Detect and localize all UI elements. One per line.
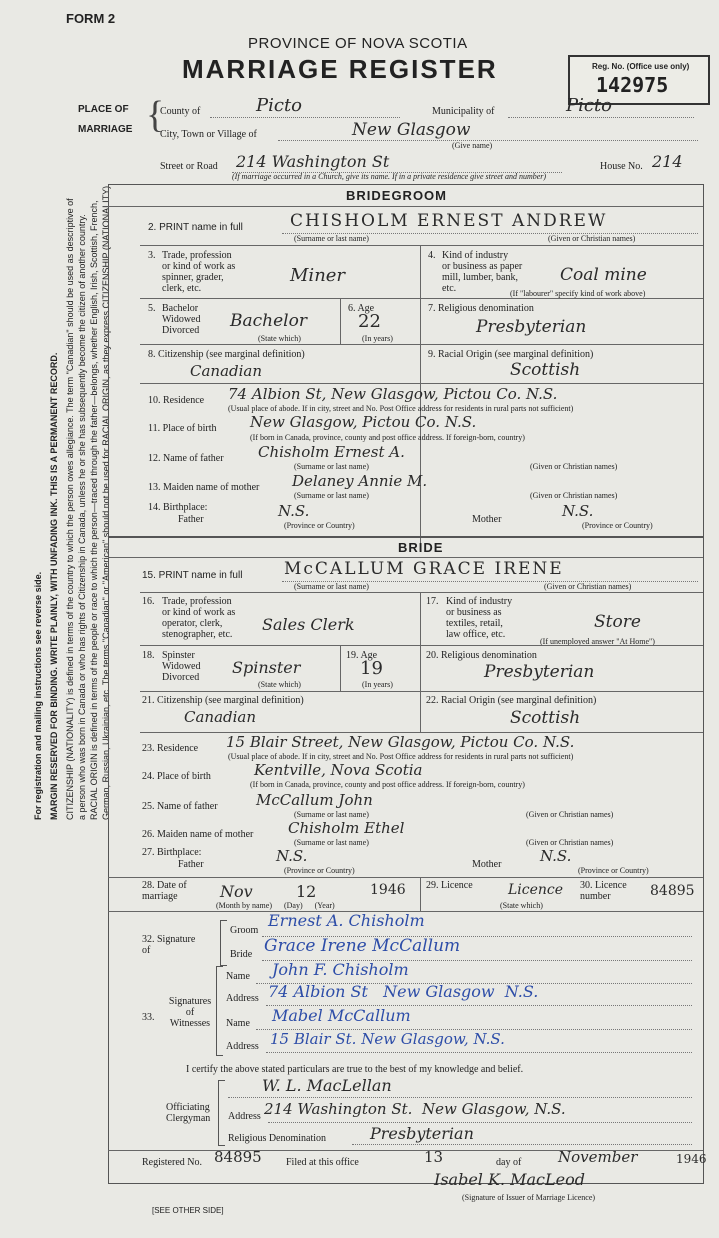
bride-bp-mother-value: N.S. bbox=[540, 847, 572, 865]
municipality-value: Picto bbox=[566, 95, 613, 116]
licence-label: 29. Licence bbox=[426, 880, 473, 891]
place-label-1: PLACE OF bbox=[78, 104, 129, 115]
issuer-signature: Isabel K. MacLeod bbox=[434, 1170, 585, 1189]
groom-mother-given-caption: (Given or Christian names) bbox=[530, 491, 618, 500]
bride-status-l1: Spinster bbox=[162, 650, 195, 661]
witness-l1: Signatures bbox=[168, 996, 212, 1007]
bride-mother-value: Chisholm Ethel bbox=[288, 819, 405, 837]
w1-address: 74 Albion St New Glasgow N.S. bbox=[268, 982, 539, 1001]
groom-surname-caption: (Surname or last name) bbox=[294, 234, 369, 243]
groom-mother-label: 13. Maiden name of mother bbox=[148, 482, 260, 493]
groom-trade-l2: or kind of work as bbox=[162, 261, 236, 272]
bride-status-l2: Widowed bbox=[162, 661, 201, 672]
clergy-address-label: Address bbox=[228, 1111, 261, 1122]
place-note: (If marriage occurred in a Church, give its name. If in a private residence give street and number) bbox=[232, 172, 547, 181]
bride-name-value: McCALLUM GRACE IRENE bbox=[284, 559, 564, 579]
bride-industry-value: Store bbox=[594, 612, 641, 632]
witness-label bbox=[166, 996, 214, 1029]
day-of-label: day of bbox=[496, 1157, 522, 1168]
bride-status-l3: Divorced bbox=[162, 672, 200, 683]
groom-industry-l2: or business as paper bbox=[442, 261, 523, 272]
groom-age-label: 6. Age bbox=[348, 303, 375, 314]
bride-trade-l1: Trade, profession bbox=[162, 596, 232, 607]
witness-bracket bbox=[216, 966, 223, 1056]
margin-line-4: a person who was born in Canada or who has rights of Citizenship in Canada, unless he or she has subsequently become the citizen of another country. bbox=[77, 214, 87, 820]
bride-status-num: 18. bbox=[142, 650, 155, 661]
marriage-date-caption: (Month by name) (Day) (Year) bbox=[216, 901, 335, 910]
bride-age-label: 19. Age bbox=[346, 650, 378, 661]
groom-industry-label bbox=[442, 250, 522, 294]
margin-line-1: For registration and mailing instructions see reverse side. bbox=[33, 571, 43, 820]
bride-section-title: BRIDE bbox=[398, 540, 444, 555]
bride-state-which: (State which) bbox=[258, 680, 301, 689]
bride-given-caption: (Given or Christian names) bbox=[544, 582, 632, 591]
licence-value: Licence bbox=[508, 882, 564, 898]
place-brace: { bbox=[146, 94, 165, 136]
street-value: 214 Washington St bbox=[236, 152, 390, 171]
bride-father-surname-caption: (Surname or last name) bbox=[294, 810, 369, 819]
groom-status-l2: Widowed bbox=[162, 314, 201, 325]
bride-father-value: McCallum John bbox=[256, 791, 373, 809]
filed-label: Filed at this office bbox=[286, 1157, 359, 1168]
groom-industry-l4: etc. bbox=[442, 283, 457, 294]
groom-age-caption: (In years) bbox=[362, 334, 393, 343]
bride-birthplace-value: Kentville, Nova Scotia bbox=[254, 761, 423, 779]
licence-number-label: 30. Licence number bbox=[580, 880, 627, 902]
signature-bracket bbox=[220, 920, 227, 966]
bride-father-given-caption: (Given or Christian names) bbox=[526, 810, 614, 819]
clergy-signature: W. L. MacLellan bbox=[262, 1076, 392, 1095]
groom-status-label bbox=[162, 303, 200, 336]
bride-bp-father-value: N.S. bbox=[276, 847, 308, 865]
groom-status-l1: Bachelor bbox=[162, 303, 199, 314]
filed-year: 1946 bbox=[676, 1152, 707, 1166]
clergy-religion: Presbyterian bbox=[370, 1124, 474, 1143]
groom-trade-num: 3. bbox=[148, 250, 156, 261]
bride-industry-l4: law office, etc. bbox=[446, 629, 506, 640]
bride-industry-l2: or business as bbox=[446, 607, 502, 618]
groom-trade-value: Miner bbox=[290, 265, 346, 286]
bride-age-caption: (In years) bbox=[362, 680, 393, 689]
groom-name-label bbox=[148, 222, 243, 233]
groom-signature: Ernest A. Chisholm bbox=[268, 911, 425, 930]
marriage-date-label: 28. Date of marriage bbox=[142, 880, 187, 902]
groom-state-which: (State which) bbox=[258, 334, 301, 343]
groom-sig-label: Groom bbox=[230, 925, 259, 936]
groom-name-value: CHISHOLM ERNEST ANDREW bbox=[290, 211, 608, 231]
licence-caption: (State which) bbox=[500, 901, 543, 910]
witness-l2: of bbox=[185, 1007, 195, 1018]
margin-instructions bbox=[32, 183, 112, 820]
groom-birthplace14-label: 14. Birthplace: bbox=[148, 502, 208, 513]
bride-religion-value: Presbyterian bbox=[484, 662, 595, 682]
bride-trade-l2: or kind of work as bbox=[162, 607, 236, 618]
bride-mother-surname-caption: (Surname or last name) bbox=[294, 838, 369, 847]
groom-status-l3: Divorced bbox=[162, 325, 200, 336]
reg-number: 142975 bbox=[596, 73, 669, 97]
groom-trade-l3: spinner, grader, bbox=[162, 272, 224, 283]
marriage-month: Nov bbox=[220, 882, 253, 901]
city-value: New Glasgow bbox=[352, 120, 471, 140]
groom-bp-mother-caption: (Province or Country) bbox=[582, 521, 653, 530]
w2-name-label: Name bbox=[226, 1018, 250, 1029]
bride-mother-label: 26. Maiden name of mother bbox=[142, 829, 254, 840]
filed-month: November bbox=[558, 1148, 638, 1166]
bride-bp-father-label: Father bbox=[178, 859, 204, 870]
county-label: County of bbox=[160, 106, 201, 117]
bride-residence-value: 15 Blair Street, New Glasgow, Pictou Co. N.S. bbox=[226, 733, 575, 751]
groom-given-caption: (Given or Christian names) bbox=[548, 234, 636, 243]
registered-no: 84895 bbox=[214, 1148, 262, 1166]
bride-bp-mother-label: Mother bbox=[472, 859, 502, 870]
bride-bp-father-caption: (Province or Country) bbox=[284, 866, 355, 875]
municipality-label: Municipality of bbox=[432, 106, 495, 117]
margin-line-5: RACIAL ORIGIN is defined in terms of the people or race to which the person—traced through the father—belongs, whether English, Irish, Scottish, French, bbox=[89, 200, 99, 820]
bride-residence-label: 23. Residence bbox=[142, 743, 199, 754]
groom-bp-father-value: N.S. bbox=[278, 502, 310, 520]
clergy-address: 214 Washington St. New Glasgow, N.S. bbox=[264, 1100, 566, 1118]
groom-residence-caption: (Usual place of abode. If in city, street and No. Post Office address for residents in rural parts not sufficient) bbox=[228, 404, 574, 413]
bride-industry-l3: textiles, retail, bbox=[446, 618, 503, 629]
groom-trade-l1: Trade, profession bbox=[162, 250, 232, 261]
bride-age-value: 19 bbox=[360, 658, 383, 679]
bride-racial-label: 22. Racial Origin (see marginal definition) bbox=[426, 695, 597, 706]
place-label-2: MARRIAGE bbox=[78, 124, 133, 135]
bride-sig-label: Bride bbox=[230, 949, 253, 960]
groom-citizenship-value: Canadian bbox=[190, 362, 263, 380]
bride-residence-caption: (Usual place of abode. If in city, street and No. Post Office address for residents in rural parts not sufficient) bbox=[228, 752, 574, 761]
w1-address-label: Address bbox=[226, 993, 259, 1004]
house-label: House No. bbox=[600, 161, 643, 172]
bride-signature: Grace Irene McCallum bbox=[264, 936, 461, 956]
bride-trade-label bbox=[162, 596, 235, 640]
groom-residence-value: 74 Albion St, New Glasgow, Pictou Co. N.S. bbox=[228, 385, 558, 403]
bride-mother-given-caption: (Given or Christian names) bbox=[526, 838, 614, 847]
margin-line-2: MARGIN RESERVED FOR BINDING. WRITE PLAINLY, WITH UNFADING INK. THIS IS A PERMANENT RECORD. bbox=[49, 352, 59, 820]
groom-name-label-text: 2. PRINT name in full bbox=[148, 222, 243, 233]
margin-line-6: German, Russian, Ukrainian, etc. The terms "Canadian" or "American" should not be used for RACIAL ORIGIN, as they express CITIZENSHIP (NATIONALITY). bbox=[101, 183, 111, 820]
clergy-religion-label: Religious Denomination bbox=[228, 1133, 327, 1144]
witness-l3: Witnesses bbox=[169, 1018, 211, 1029]
house-value: 214 bbox=[652, 152, 683, 171]
bride-birthplace27-label: 27. Birthplace: bbox=[142, 847, 202, 858]
street-label: Street or Road bbox=[160, 161, 218, 172]
groom-age-value: 22 bbox=[358, 311, 381, 332]
w2-address: 15 Blair St. New Glasgow, N.S. bbox=[270, 1030, 505, 1048]
province-heading: PROVINCE OF NOVA SCOTIA bbox=[248, 35, 468, 52]
groom-father-value: Chisholm Ernest A. bbox=[258, 443, 405, 461]
groom-industry-value: Coal mine bbox=[560, 265, 647, 285]
groom-bp-father-label: Father bbox=[178, 514, 204, 525]
groom-bp-mother-value: N.S. bbox=[562, 502, 594, 520]
marriage-day: 12 bbox=[296, 882, 317, 901]
filed-day: 13 bbox=[424, 1148, 444, 1166]
bride-trade-num: 16. bbox=[142, 596, 155, 607]
groom-residence-label: 10. Residence bbox=[148, 395, 205, 406]
see-other-side: [SEE OTHER SIDE] bbox=[152, 1206, 224, 1215]
w2-name: Mabel McCallum bbox=[272, 1006, 411, 1025]
marriage-year: 1946 bbox=[370, 882, 406, 898]
county-value: Picto bbox=[256, 95, 303, 116]
witness-num: 33. bbox=[142, 1012, 155, 1023]
w1-name: John F. Chisholm bbox=[272, 960, 409, 979]
officiating-l1: Officiating bbox=[166, 1102, 210, 1113]
registered-label: Registered No. bbox=[142, 1157, 202, 1168]
groom-status-value: Bachelor bbox=[230, 311, 307, 331]
officiating-label bbox=[166, 1102, 210, 1124]
officiating-l2: Clergyman bbox=[166, 1113, 211, 1124]
margin-line-3: CITIZENSHIP (NATIONALITY) is defined in terms of the country to which the person owes allegiance. The term "Canadian" should be used as descriptive of bbox=[65, 198, 75, 820]
groom-father-surname-caption: (Surname or last name) bbox=[294, 462, 369, 471]
city-label: City, Town or Village of bbox=[160, 129, 257, 140]
groom-father-given-caption: (Given or Christian names) bbox=[530, 462, 618, 471]
groom-religion-value: Presbyterian bbox=[476, 317, 587, 337]
bride-industry-l1: Kind of industry bbox=[446, 596, 513, 607]
groom-industry-note: (If "labourer" specify kind of work above) bbox=[510, 289, 646, 298]
bride-industry-note: (If unemployed answer "At Home") bbox=[540, 637, 655, 646]
groom-father-label: 12. Name of father bbox=[148, 453, 224, 464]
issuer-caption: (Signature of Issuer of Marriage Licence) bbox=[462, 1193, 596, 1202]
reg-number-label: Reg. No. (Office use only) bbox=[592, 62, 690, 71]
w1-name-label: Name bbox=[226, 971, 250, 982]
groom-industry-num: 4. bbox=[428, 250, 436, 261]
groom-mother-surname-caption: (Surname or last name) bbox=[294, 491, 369, 500]
bride-industry-num: 17. bbox=[426, 596, 439, 607]
groom-industry-l3: mill, lumber, bank, bbox=[442, 272, 518, 283]
groom-racial-label: 9. Racial Origin (see marginal definition) bbox=[428, 349, 594, 360]
bride-citizenship-value: Canadian bbox=[184, 708, 257, 726]
groom-mother-value: Delaney Annie M. bbox=[292, 472, 428, 490]
bride-trade-l3: operator, clerk, bbox=[162, 618, 223, 629]
bride-racial-value: Scottish bbox=[510, 708, 581, 728]
groom-trade-label bbox=[162, 250, 235, 294]
bride-citizenship-label: 21. Citizenship (see marginal definition) bbox=[142, 695, 304, 706]
groom-birthplace-label: 11. Place of birth bbox=[148, 423, 217, 434]
certify-text: I certify the above stated particulars are true to the best of my knowledge and belief. bbox=[186, 1064, 524, 1075]
bride-religion-label: 20. Religious denomination bbox=[426, 650, 537, 661]
groom-section-title: BRIDEGROOM bbox=[346, 188, 447, 203]
bride-status-label bbox=[162, 650, 200, 683]
licence-number-value: 84895 bbox=[650, 883, 695, 899]
form-number: FORM 2 bbox=[66, 11, 116, 26]
w2-address-label: Address bbox=[226, 1041, 259, 1052]
groom-bp-mother-label: Mother bbox=[472, 514, 502, 525]
bride-birth-caption: (If born in Canada, province, county and post office address. If foreign-born, country) bbox=[250, 780, 525, 789]
groom-status-num: 5. bbox=[148, 303, 156, 314]
bride-birthplace-label: 24. Place of birth bbox=[142, 771, 211, 782]
bride-father-label: 25. Name of father bbox=[142, 801, 218, 812]
clergy-bracket bbox=[218, 1080, 225, 1146]
bride-status-value: Spinster bbox=[232, 658, 301, 677]
bride-trade-value: Sales Clerk bbox=[262, 615, 355, 634]
bride-trade-l4: stenographer, etc. bbox=[162, 629, 233, 640]
signature-of-label: 32. Signature of bbox=[142, 934, 196, 956]
groom-citizenship-label: 8. Citizenship (see marginal definition) bbox=[148, 349, 305, 360]
bride-industry-label bbox=[446, 596, 512, 640]
page-title: MARRIAGE REGISTER bbox=[182, 54, 498, 84]
bride-name-label: 15. PRINT name in full bbox=[142, 570, 243, 581]
groom-birth-caption: (If born in Canada, province, county and post office address. If foreign-born, country) bbox=[250, 433, 525, 442]
groom-trade-l4: clerk, etc. bbox=[162, 283, 202, 294]
groom-racial-value: Scottish bbox=[510, 360, 581, 380]
bride-bp-mother-caption: (Province or Country) bbox=[578, 866, 649, 875]
give-name-caption: (Give name) bbox=[452, 141, 493, 150]
groom-bp-father-caption: (Province or Country) bbox=[284, 521, 355, 530]
bride-surname-caption: (Surname or last name) bbox=[294, 582, 369, 591]
groom-birthplace-value: New Glasgow, Pictou Co. N.S. bbox=[250, 413, 477, 431]
groom-industry-l1: Kind of industry bbox=[442, 250, 509, 261]
groom-religion-label: 7. Religious denomination bbox=[428, 303, 534, 314]
